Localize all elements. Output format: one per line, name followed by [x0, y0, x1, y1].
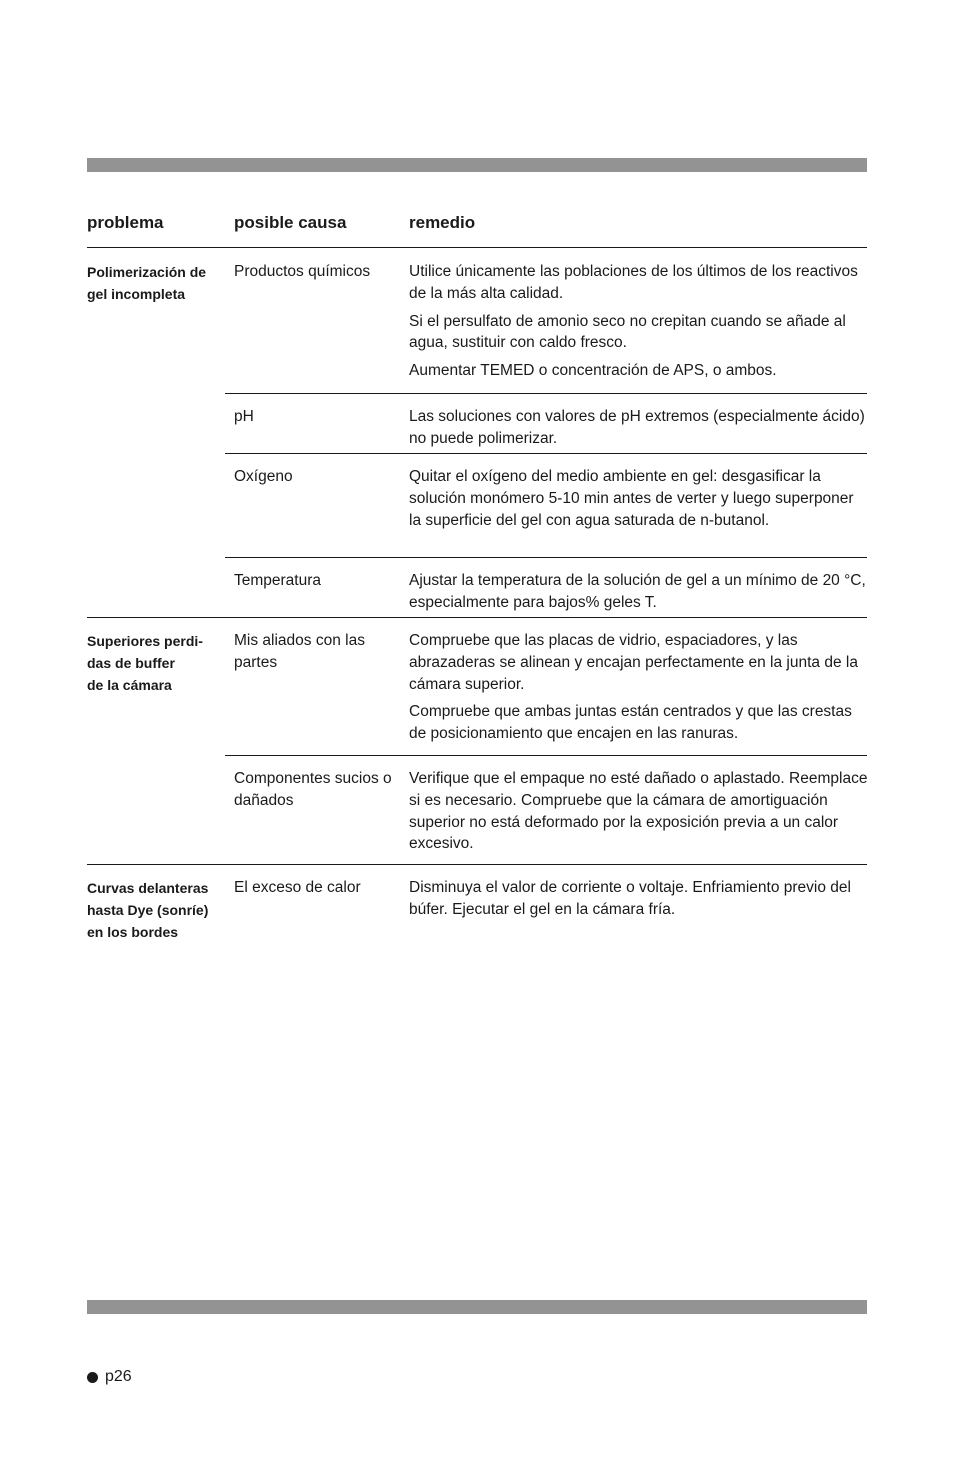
remedy-text: Utilice únicamente las poblaciones de los últimos de los reactivos de la más alta calidad. Si el persulfato de amonio seco no crepitan cuando se añade al agua, sustituir con caldo fresco. Aumentar TEMED o concentración de APS, o ambos. — [409, 263, 858, 380]
page-number: p26 — [105, 1368, 132, 1385]
problem-group-buffer-loss — [87, 618, 867, 864]
cause-row — [225, 393, 867, 454]
cause-text: pH — [234, 408, 254, 425]
bottom-decorative-bar — [87, 1300, 867, 1314]
cause-row — [225, 865, 867, 955]
cause-text: Oxígeno — [234, 468, 293, 485]
bullet-dot-icon — [87, 1372, 98, 1383]
remedy-text: Verifique que el empaque no esté dañado o aplastado. Reemplace si es necesario. Compruebe que la cámara de amortiguación superior no está deformado por la exposición previa a un calor excesivo. — [409, 770, 868, 853]
header-cause: posible causa — [234, 213, 347, 232]
table-header — [87, 213, 867, 248]
cause-text: Mis aliados con las partes — [234, 632, 365, 671]
remedy-text: Las soluciones con valores de pH extremos (especialmente ácido) no puede polimerizar. — [409, 408, 865, 447]
cause-row — [225, 755, 867, 865]
cause-text: Componentes sucios o dañados — [234, 770, 392, 809]
cause-row — [225, 249, 867, 393]
cause-text: El exceso de calor — [234, 879, 361, 896]
problem-label: Superiores perdi- das de buffer de la cámara — [87, 633, 203, 693]
cause-row — [225, 618, 867, 755]
remedy-text: Compruebe que las placas de vidrio, espaciadores, y las abrazaderas se alinean y encajan perfectamente en la junta de la cámara superior. Compruebe que ambas juntas están centrados y que las crestas de posicionamiento que encajen en las ranuras. — [409, 632, 858, 743]
problem-label: Curvas delanteras hasta Dye (sonríe) en los bordes — [87, 880, 209, 940]
header-problem: problema — [87, 213, 164, 232]
cause-text: Productos químicos — [234, 263, 371, 280]
cause-text: Temperatura — [234, 572, 322, 589]
problem-label: Polimerización de gel incompleta — [87, 264, 207, 302]
remedy-text: Quitar el oxígeno del medio ambiente en gel: desgasificar la solución monómero 5-10 min antes de verter y luego superponer la superficie del gel con agua saturada de n-butanol. — [409, 468, 854, 529]
cause-row — [225, 453, 867, 558]
remedy-text: Disminuya el valor de corriente o voltaje. Enfriamiento previo del búfer. Ejecutar el gel en la cámara fría. — [409, 879, 851, 918]
remedy-text: Ajustar la temperatura de la solución de gel a un mínimo de 20 °C, especialmente para bajos% geles T. — [409, 572, 866, 611]
page-footer — [87, 1368, 132, 1386]
cause-row — [225, 557, 867, 618]
problem-group-dye-front — [87, 865, 867, 955]
top-decorative-bar — [87, 158, 867, 172]
problem-group-polymerization — [87, 249, 867, 617]
header-remedy: remedio — [409, 213, 476, 232]
